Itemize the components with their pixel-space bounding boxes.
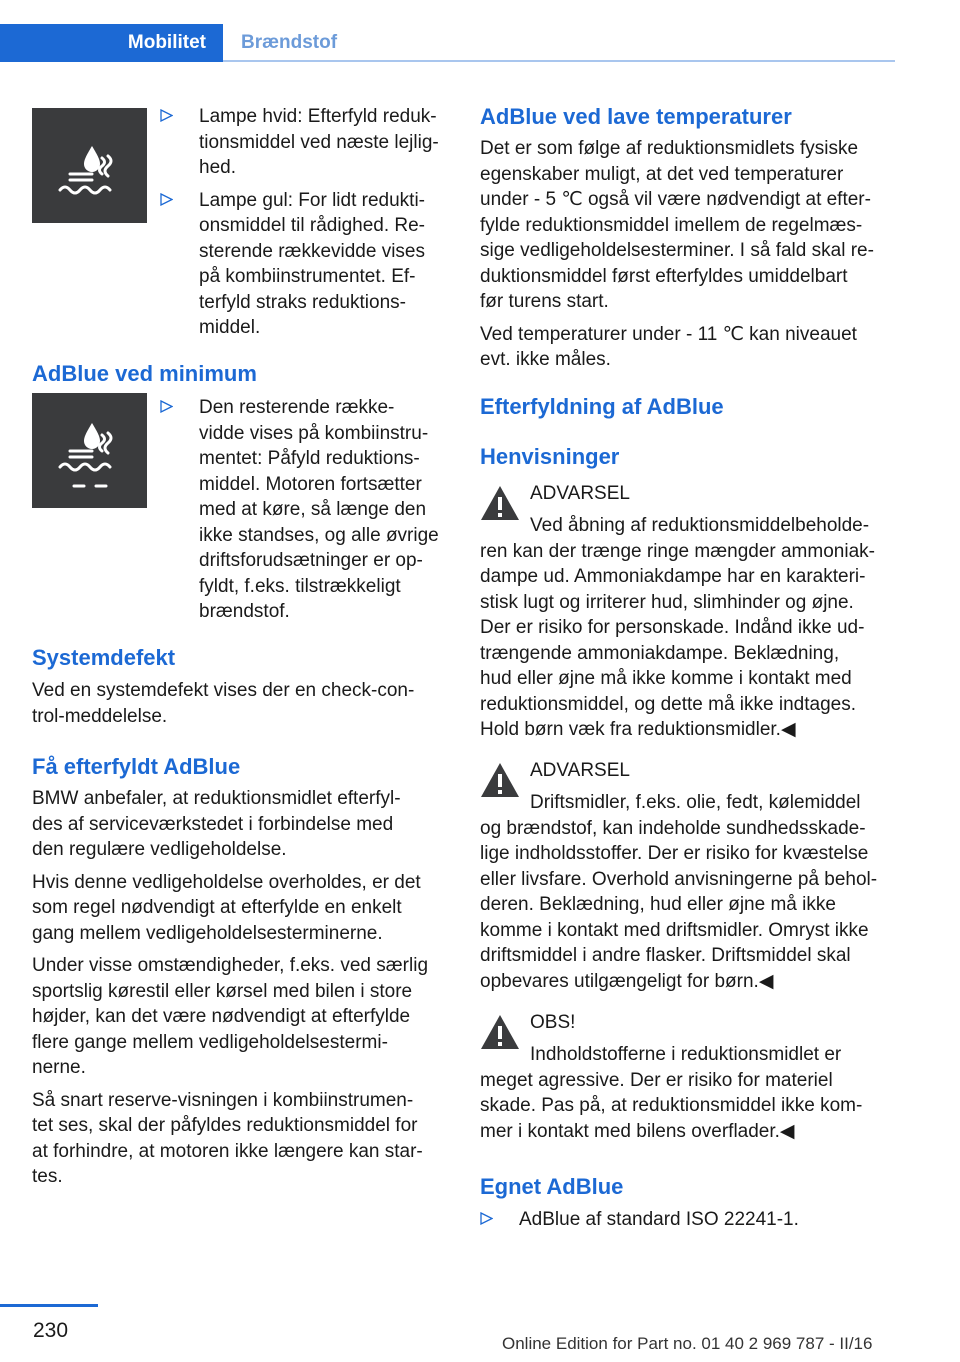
refill-paragraph-1: BMW anbefaler, at reduktionsmidlet efterfyl- des af serviceværkstedet i forbindelse med den regulære vedligeholdelse. (32, 788, 401, 860)
warning-title-1: ADVARSEL (530, 483, 630, 504)
section-heading-refill: Få efterfyldt AdBlue (32, 754, 241, 779)
refill-paragraphs (32, 786, 452, 1190)
list-item-text: Lampe hvid: Efterfyld reduk- tionsmiddel ved næste lejlig- hed. (199, 106, 439, 178)
bullet-triangle-icon (160, 400, 173, 413)
tab-braendstof-label: Brændstof (241, 32, 338, 53)
footer-accent-line (0, 1304, 98, 1307)
header-tabs (0, 24, 895, 62)
refill-paragraph-2: Hvis denne vedligeholdelse overholdes, er det som regel nødvendigt at efterfylde en enkelt gang mellem vedligeholdelsesterminerne. (32, 871, 421, 944)
list-item (160, 188, 452, 341)
lowtemp-paragraph-2: Ved temperaturer under - 11 ℃ kan niveauet evt. ikke måles. (480, 323, 857, 370)
section-heading-suitable: Egnet AdBlue (480, 1174, 624, 1199)
list-item (160, 104, 452, 181)
lowtemp-paragraphs (480, 136, 900, 373)
warning-text-1: Ved åbning af reduktionsmiddelbeholde- ren kan der trænge ringe mængder ammoniak- dampe ud. Ammoniakdampe har en karakteri- stisk lugt og irriterer hud, slimhinder og øjne. Der er risiko for personskade. Indånd ikke ud- trængende ammoniakdampe. Beklædning, hud eller øjne må ikke komme i kontakt med reduktionsmiddel, og dette må ikke indtages. Hold børn væk fra reduktionsmidler.◀ (480, 515, 875, 740)
section-heading-lowtemp: AdBlue ved lave temperaturer (480, 104, 792, 129)
lowtemp-paragraph-1: Det er som følge af reduktionsmidlets fysiske egenskaber muligt, at det ved temperaturer under - 5 ℃ også vil være nødvendigt at efter- fylde reduktionsmiddel imellem de regelmæs- sige vedligeholdelsesterminer. I så fald skal re- duktionsmiddel først efterfyldes umiddelbart før turens start. (480, 138, 874, 312)
lamp-bullet-list (160, 104, 452, 341)
tab-mobilitet[interactable] (0, 24, 223, 62)
section-heading-fill: Efterfyldning af AdBlue (480, 394, 724, 419)
list-item (160, 395, 452, 625)
list-item-text: AdBlue af standard ISO 22241-1. (519, 1209, 799, 1230)
bullet-triangle-icon (160, 193, 173, 206)
refill-paragraph-4: Så snart reserve-visningen i kombiinstrumen- tet ses, skal der påfyldes reduktionsmiddel for at forhindre, at motoren ikke længere kan star- tes. (32, 1089, 423, 1187)
minimum-bullet-list (160, 395, 452, 625)
list-item (480, 1207, 900, 1233)
section-heading-notes: Henvisninger (480, 444, 620, 469)
page-number: 230 (33, 1319, 69, 1342)
warning-title-2: ADVARSEL (530, 760, 630, 781)
tab-divider-line (223, 60, 895, 62)
bullet-triangle-icon (160, 109, 173, 122)
edition-note: Online Edition for Part no. 01 40 2 969 787 - II/16 (502, 1334, 873, 1353)
warning-text-3: Indholdstofferne i reduktionsmidlet er meget agressive. Der er risiko for materiel skade. Pas på, at reduktionsmiddel ikke kom- mer i kontakt med bilens overflader.◀ (480, 1044, 863, 1142)
list-item-text: Lampe gul: For lidt redukti- onsmiddel til rådighed. Re- sterende rækkevidde vises på kombiinstrumentet. Ef- terfyld straks reduktions- middel. (199, 189, 426, 338)
section-heading-systemdefekt: Systemdefekt (32, 645, 176, 670)
systemdefekt-text: Ved en systemdefekt vises der en check-con- trol-meddelelse. (32, 680, 415, 727)
adblue-minimum-icon (32, 393, 147, 508)
tab-mobilitet-label: Mobilitet (127, 32, 206, 53)
suitable-bullet-list (480, 1207, 900, 1233)
warning-title-3: OBS! (530, 1012, 576, 1033)
adblue-lamp-icon (32, 108, 147, 223)
list-item-text: Den resterende række- vidde vises på kombiinstru- mentet: Påfyld reduktions- middel. Motoren fortsætter med at køre, så længe den ikke standses, og alle øvrige driftsforudsætninger er op- fyldt, f.eks. tilstrækkeligt brændstof. (199, 397, 439, 622)
refill-paragraph-3: Under visse omstændigheder, f.eks. ved særlig sportslig kørestil eller kørsel med bilen i store højder, kan det være nødvendigt at efterfylde flere gange mellem vedligeholdelsestermi- nerne. (32, 955, 429, 1078)
warning-text-2: Driftsmidler, f.eks. olie, fedt, kølemiddel og brændstof, kan indeholde sundhedsskade- lige indholdsstoffer. Der er risiko for kvæstelse eller livsfare. Overhold anvisningerne på behol- deren. Beklædning, hud eller øjne må ikke komme i kontakt med driftsmidler. Omryst ikke driftsmiddel i andre flasker. Driftsmiddel skal opbevares utilgængeligt for børn.◀ (480, 792, 878, 992)
tab-braendstof[interactable] (241, 24, 337, 62)
bullet-triangle-icon (480, 1212, 493, 1225)
section-heading-minimum: AdBlue ved minimum (32, 361, 257, 386)
